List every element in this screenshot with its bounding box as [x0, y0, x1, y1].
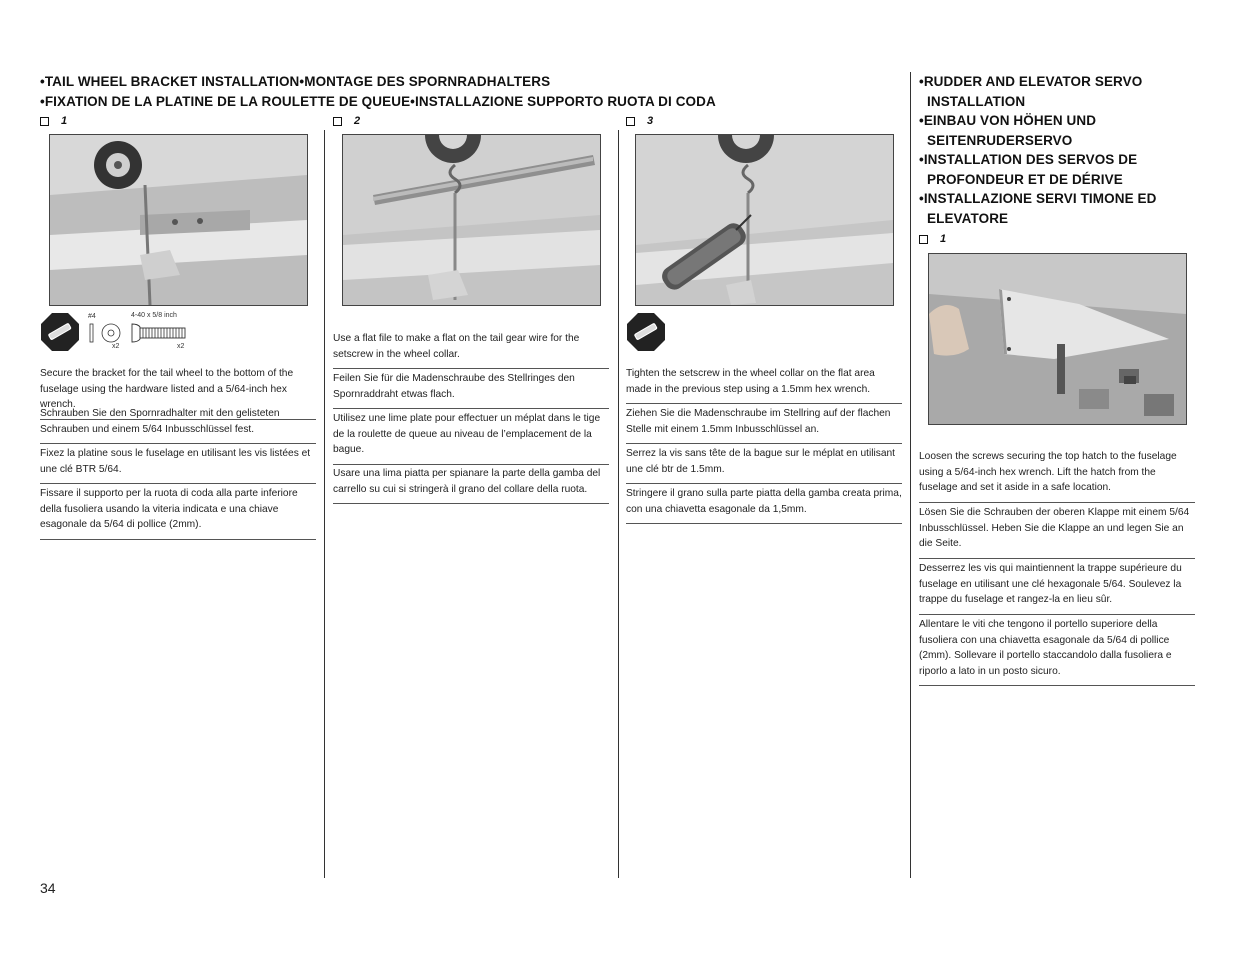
instruction-french: Desserrez les vis qui maintiennent la trappe supérieure du fuselage en utilisant une clé hexagonale 5/64. Soulevez la trappe du fuselage et rangez-la en lieu sûr. — [919, 561, 1195, 615]
instruction-french: Utilisez une lime plate pour effectuer un méplat dans le tige de la roulette de queue au niveau de l’emplacement de la bague. — [333, 411, 609, 465]
instruction-italian: Stringere il grano sulla parte piatta della gamba creata prima, con una chiavetta esagonale da 1,5mm. — [626, 486, 902, 524]
instruction-italian: Allentare le viti che tengono il portello superiore della fusoliera con una chiavetta esagonale da 5/64 di pollice (2mm). Sollevare il portello staccandolo dalla fusoliera e riporlo a lato in un posto sicuro. — [919, 617, 1195, 686]
column-divider — [910, 72, 911, 878]
instruction-german: Schrauben Sie den Spornradhalter mit den gelisteten Schrauben und einem 5/64 Inbusschlüssel fest. — [40, 406, 316, 444]
hex-wrench-icon — [626, 312, 666, 357]
step-number: 2 — [354, 115, 361, 127]
checkbox-icon[interactable] — [626, 117, 635, 126]
column-divider — [618, 130, 619, 878]
instruction-german: Feilen Sie für die Madenschraube des Stellringes den Spornraddraht etwas flach. — [333, 371, 609, 409]
instruction-english: Use a flat file to make a flat on the tail gear wire for the setscrew in the wheel collar. — [333, 331, 609, 369]
heading-line: •FIXATION DE LA PLATINE DE LA ROULETTE DE QUEUE•INSTALLAZIONE SUPPORTO RUOTA DI CODA — [40, 93, 716, 109]
screw-quantity: x2 — [177, 343, 185, 350]
hex-wrench-icon — [40, 312, 80, 357]
step-number: 1 — [61, 115, 68, 127]
instruction-italian: Usare una lima piatta per spianare la parte della gamba del carrello su cui si stringerà il grano del collare della ruota. — [333, 466, 609, 504]
heading-line: •EINBAU VON HÖHEN UND — [919, 113, 1097, 128]
step-checkbox-servo-1[interactable] — [919, 233, 946, 245]
instruction-french: Fixez la platine sous le fuselage en utilisant les vis listées et une clé BTR 5/64. — [40, 446, 316, 484]
column-divider — [324, 130, 325, 878]
step-number: 1 — [940, 233, 947, 245]
step-checkbox-2[interactable] — [333, 115, 360, 127]
step-number: 3 — [647, 115, 654, 127]
screw-size-label: 4-40 x 5/8 inch — [131, 312, 177, 319]
heading-line: •TAIL WHEEL BRACKET INSTALLATION•MONTAGE DES SPORNRADHALTERS — [40, 74, 551, 89]
step-checkbox-3[interactable] — [626, 115, 653, 127]
washer-size-label: #4 — [88, 313, 96, 320]
checkbox-icon[interactable] — [333, 117, 342, 126]
heading-line: •INSTALLAZIONE SERVI TIMONE ED — [919, 191, 1157, 206]
heading-line: •RUDDER AND ELEVATOR SERVO — [919, 74, 1143, 89]
instruction-english: Tighten the setscrew in the wheel collar on the flat area made in the previous step using a 1.5mm hex wrench. — [626, 366, 902, 404]
checkbox-icon[interactable] — [919, 235, 928, 244]
step-photo-top-hatch — [928, 253, 1187, 425]
instruction-german: Lösen Sie die Schrauben der oberen Klappe mit einem 5/64 Inbusschlüssel. Heben Sie die Klappe an und legen Sie an die Seite. — [919, 505, 1195, 559]
checkbox-icon[interactable] — [40, 117, 49, 126]
instruction-english: Loosen the screws securing the top hatch to the fuselage using a 5/64-inch hex wrench. Lift the hatch from the fuselage and set it aside in a safe location. — [919, 449, 1195, 503]
step-photo-file-flat — [342, 134, 601, 306]
heading-line: ELEVATORE — [927, 210, 1009, 226]
section-heading-tail-wheel — [40, 72, 900, 111]
heading-line: •INSTALLATION DES SERVOS DE — [919, 152, 1138, 167]
instruction-english: Secure the bracket for the tail wheel to the bottom of the fuselage using the hardware listed and a 5/64-inch hex wrench. — [40, 366, 316, 420]
step-checkbox-1[interactable] — [40, 115, 67, 127]
page-number: 34 — [40, 880, 56, 896]
instruction-german: Ziehen Sie die Madenschraube im Stellring auf der flachen Stelle mit einem 1.5mm Inbusschlüssel an. — [626, 406, 902, 444]
washer-quantity: x2 — [112, 343, 120, 350]
section-heading-servo — [919, 72, 1209, 228]
step-photo-tighten-setscrew — [635, 134, 894, 306]
heading-line: PROFONDEUR ET DE DÉRIVE — [927, 171, 1123, 187]
instruction-french: Serrez la vis sans tête de la bague sur le méplat en utilisant une clé btr de 1.5mm. — [626, 446, 902, 484]
heading-line: INSTALLATION — [927, 93, 1026, 109]
instruction-italian: Fissare il supporto per la ruota di coda alla parte inferiore della fusoliera usando la viteria indicata e una chiave esagonale da 5/64 di pollice (2mm). — [40, 486, 316, 540]
step-photo-tail-wheel-bracket — [49, 134, 308, 306]
heading-line: SEITENRUDERSERVO — [927, 132, 1073, 148]
